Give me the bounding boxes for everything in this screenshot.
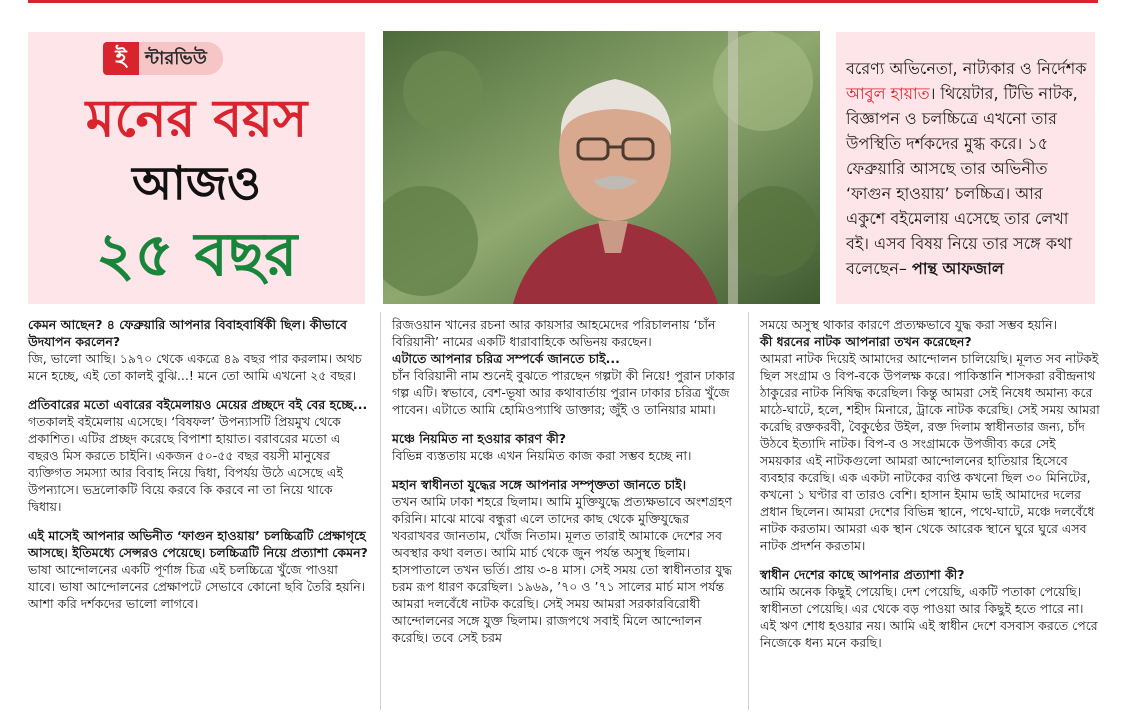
answer: বিভিন্ন ব্যস্ততায় মঞ্চে এখন নিয়মিত কাজ করা সম্ভব হচ্ছে না।: [392, 448, 692, 463]
answer: তখন আমি ঢাকা শহরে ছিলাম। আমি মুক্তিযুদ্ধে প্রত্যক্ষভাবে অংশগ্রহণ করিনি। মাঝে মাঝে বন্ধুরা এলে তাদের কাছ থেকে মুক্তিযুদ্ধের খবরাখবর জানতাম, খোঁজ নিতাম। মূলত তারাই আমাকে দেশের সব অবস্থার কথা বলত। আমি মার্চ থেকে জুন পর্যন্ত অসুস্থ ছিলাম। হাসপাতালে তখন ভর্তি। প্রায় ৩-৪ মাস। সেই সময় তো স্বাধীনতার যুদ্ধ চরম রূপ ধারণ করেছিল। ১৯৬৯, ’৭০ ও ’৭১ সালের মার্চ মাস পর্যন্ত আমরা দলবেঁধে নাটক করেছি। সেই সময় আমরা সরকারবিরোধী আন্দোলনের সঙ্গে যুক্ত ছিলাম। রাজপথে সবাই মিলে আন্দোলন করেছি। তবে সেই চরম: [392, 494, 732, 645]
intro-after: । থিয়েটার, টিভি নাটক, বিজ্ঞাপন ও চলচ্চিত্রে এখনো তার উপস্থিতি দর্শকদের মুগ্ধ করে। ১৫ ফেব্রুয়ারি আসছে তার অভিনীত ‘ফাগুন হাওয়ায়’ চলচ্চিত্র। আর একুশে বইমেলায় এসেছে তার লেখা বই। এসব বিষয় নিয়ে তার সঙ্গে কথা বলেছেন–: [846, 84, 1078, 278]
question: মঞ্চে নিয়মিত না হওয়ার কারণ কী?: [392, 431, 567, 446]
answer: রিজওয়ান খানের রচনা আর কায়সার আহমেদের পরিচালনায় ‘চাঁন বিরিয়ানী’ নামের একটি ধারাবাহিকে অভিনয় করছেন।: [392, 317, 716, 349]
answer: চাঁন বিরিয়ানী নাম শুনেই বুঝতে পারছেন গল্পটা কী নিয়ে! পুরান ঢাকার গল্প এটি। স্বভাবে, বেশ-ভূষা আর কথাবার্তায় পুরান ঢাকার চরিত্র খুঁজে পাবেন। এটাতে আমি হোমিওপ্যাথি ডাক্তার; জুঁই ও তানিয়ার মামা।: [392, 368, 735, 417]
subject-name: আবুল হায়াত: [846, 84, 930, 103]
kicker-initial: ই: [103, 42, 139, 75]
kicker-label: ন্টারভিউ: [139, 42, 223, 75]
question: এই মাসেই আপনার অভিনীত ‘ফাগুন হাওয়ায়’ চলচ্চিত্রটি প্রেক্ষাগৃহে আসছে। ইতিমধ্যে সেন্সরও পেয়েছে। চলচ্চিত্রটি নিয়ে প্রত্যাশা কেমন?: [28, 528, 368, 560]
column-divider-1: [380, 312, 381, 710]
answer: আমরা নাটক দিয়েই আমাদের আন্দোলন চালিয়েছি। মূলত সব নাটকই ছিল সংগ্রাম ও বিপ-বকে উপলক্ষ করে। পাকিস্তানি শাসকরা রবীন্দ্রনাথ ঠাকুরের নাটক নিষিদ্ধ করেছিল। কিন্তু আমরা সেই নিষেধ অমান্য করে মাঠে-ঘাটে, হলে, শহীদ মিনারে, ট্রাকে নাটক করেছি। সেই সময় আমরা করেছি রক্তকরবী, বৈকুণ্ঠের উইল, রক্ত দিলাম স্বাধীনতার জন্য, চাঁদ উঠবে ইত্যাদি নাটক। বিপ-ব ও সংগ্রামকে উপজীব্য করে সেই সময়কার এই নাটকগুলো আমরা আন্দোলনের হাতিয়ার হিসেবে ব্যবহার করেছি। এক একটা নাটকের ব্যপ্তি কখনো ছিল ৩০ মিনিটের, কখনো ১ ঘণ্টার বা তারও বেশি। হাসান ইমাম ভাই আমাদের দলের প্রধান ছিলেন। আমরা দেশের বিভিন্ন স্থানে, পথে-ঘাটে, মঞ্চে দলবেঁধে নাটক করতাম। আমরা এক স্থান থেকে আরেক স্থানে ঘুরে ঘুরে এসব নাটক প্রদর্শন করতাম।: [760, 351, 1100, 553]
top-border: [28, 0, 1098, 3]
intro-text: [836, 32, 1095, 281]
column-3: [760, 316, 1100, 663]
headline-line-2: আজও: [132, 156, 261, 210]
interview-kicker: [103, 42, 223, 75]
portrait-illustration: [383, 31, 820, 304]
answer: গতকালই বইমেলায় এসেছে। ‘বিষফল’ উপন্যাসটি প্রিয়মুখ থেকে প্রকাশিত। এটির প্রচ্ছদ করেছে বিপাশা হায়াত। বরাবরের মতো এ বছরও মিস করতে চাইনি। একজন ৫০-৫৫ বছর বয়সী মানুষের ব্যক্তিগত সমস্যা আর বিবাহ নিয়ে দ্বিধা, বিপর্যয় উঠে এসেছে এই উপন্যাসে। ভদ্রলোকটি বিয়ে করবে কি করবে না তা নিয়ে থাকে দ্বিধায়।: [28, 414, 343, 514]
column-1: [28, 316, 368, 624]
reporter-name: পান্থ আফজাল: [912, 259, 1004, 278]
answer: আমি অনেক কিছুই পেয়েছি। দেশ পেয়েছি, একটি পতাকা পেয়েছি। স্বাধীনতা পেয়েছি। এর থেকে বড় পাওয়া আর কিছুই হতে পারে না। এই ঋণ শোধ হওয়ার নয়। আমি এই স্বাধীন দেশে বসবাস করতে পেরে নিজেকে ধন্য মনে করছি।: [760, 584, 1098, 650]
headline-line-3: ২৫ বছর: [95, 220, 298, 290]
column-divider-2: [748, 312, 749, 710]
question: মহান স্বাধীনতা যুদ্ধের সঙ্গে আপনার সম্পৃক্ততা জানতে চাই।: [392, 477, 687, 492]
portrait-photo: [383, 31, 820, 304]
column-2: [392, 316, 737, 658]
question: কেমন আছেন? ৪ ফেব্রুয়ারি আপনার বিবাহবার্ষিকী ছিল। কীভাবে উদযাপন করলেন?: [28, 317, 347, 349]
question: প্রতিবারের মতো এবারের বইমেলায়ও মেয়ের প্রচ্ছদে বই বের হচ্ছে...: [28, 397, 368, 412]
answer: সময়ে অসুস্থ থাকার কারণে প্রত্যক্ষভাবে যুদ্ধ করা সম্ভব হয়নি।: [760, 317, 1058, 332]
question: কী ধরনের নাটক আপনারা তখন করেছেন?: [760, 334, 972, 349]
answer: ভাষা আন্দোলনের একটি পূর্ণাঙ্গ চিত্র এই চলচ্চিত্রে খুঁজে পাওয়া যাবে। ভাষা আন্দোলনের প্রেক্ষাপটে সেভাবে কোনো ছবি তৈরি হয়নি। আশা করি দর্শকদের ভালো লাগবে।: [28, 562, 366, 611]
answer: জি, ভালো আছি। ১৯৭০ থেকে একত্রে ৪৯ বছর পার করলাম। অথচ মনে হচ্ছে, এই তো কালই বুঝি...! মনে তো আমি এখনো ২৫ বছর।: [28, 351, 362, 383]
question: স্বাধীন দেশের কাছে আপনার প্রত্যাশা কী?: [760, 567, 965, 582]
headline-line-1: মনের বয়স: [85, 89, 308, 149]
intro-before: বরেণ্য অভিনেতা, নাট্যকার ও নির্দেশক: [846, 59, 1087, 78]
question: এটাতে আপনার চরিত্র সম্পর্কে জানতে চাই...: [392, 351, 620, 366]
intro-panel: [836, 32, 1095, 304]
